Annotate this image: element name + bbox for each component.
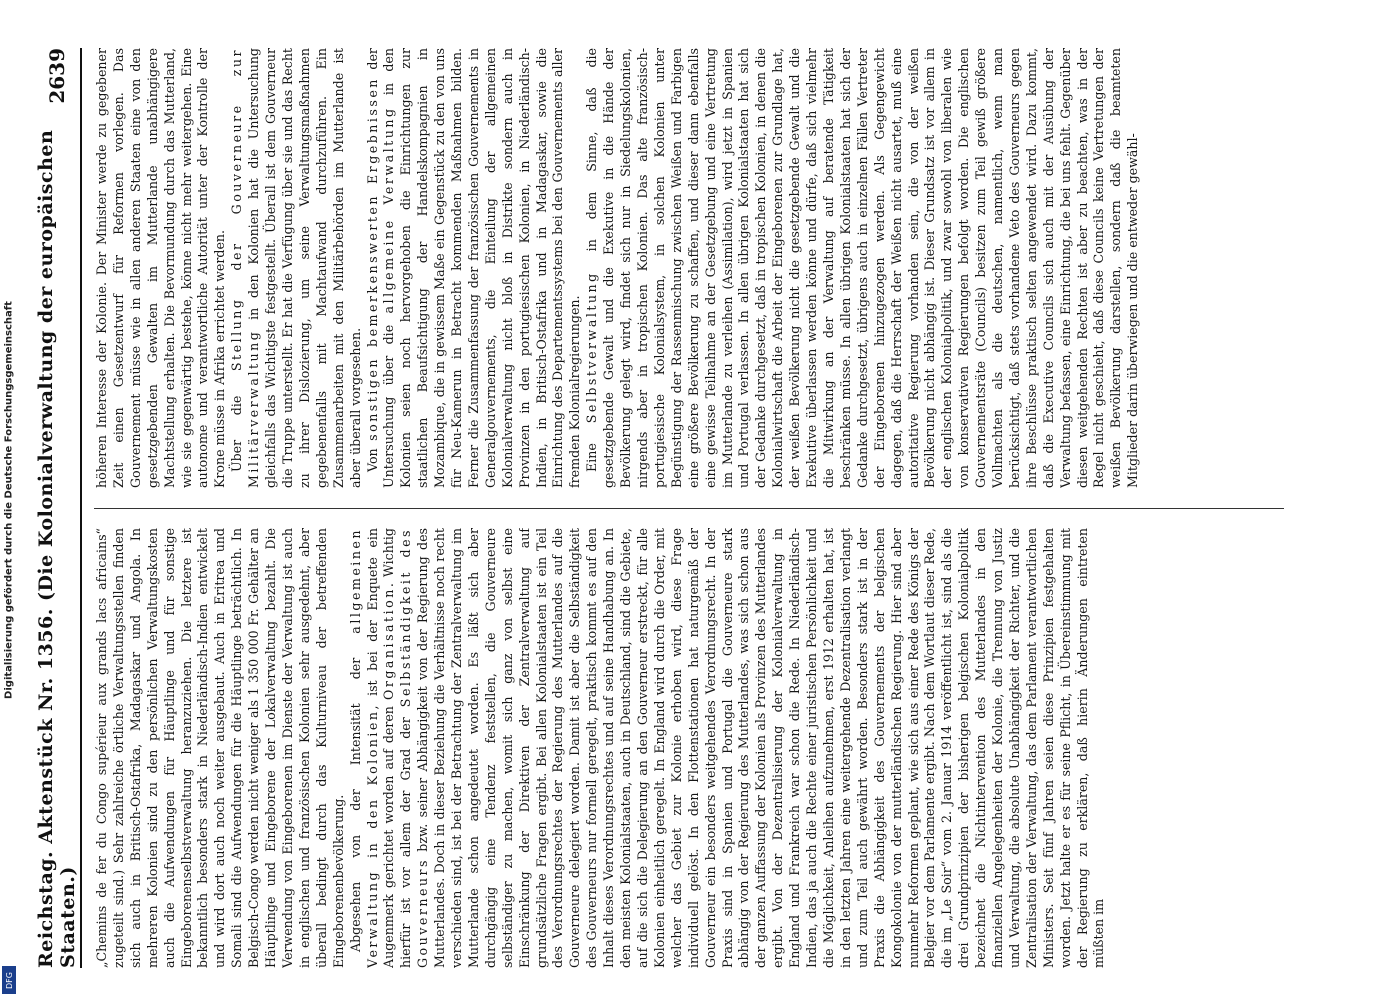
- column-divider: [94, 508, 1284, 509]
- page-title: Reichstag. Aktenstück Nr. 1356. (Die Kolonialverwaltung der europäischen Staaten.): [35, 129, 79, 968]
- dfg-logo-icon: DFG: [2, 966, 16, 994]
- paragraph: Abgesehen von der Intensität der allgemeinen Verwaltung in den Kolonien, ist bei der Enquete ein Augenmerk gerichtet worden auf deren Organisation. Wichtig hierfür ist vor allem der Grad der Selbständigkeit des Gouverneurs bzw. seiner Abhängigkeit von der Regierung des Mutterlandes. Doch in dieser Beziehung die Verhältnisse noch recht verschieden sind, ist bei der Betrachtung der Zentralverwaltung im Mutterlande schon angedeutet worden. Es läßt sich aber durchgängig eine Tendenz feststellen, die Gouverneure selbständiger zu machen, womit sich ganz von selbst eine Einschränkung der Direktiven der Zentralverwaltung auf grundsätzliche Fragen ergibt. Bei allen Kolonialstaaten ist ein Teil des Verordnungsrechtes der Regierung des Mutterlandes auf die Gouverneure delegiert worden. Damit ist aber die Selbständigkeit des Gouverneurs nur formell geregelt, praktisch kommt es auf den Inhalt dieses Verordnungsrechtes und auf seine Handhabung an. In den meisten Kolonialstaaten, auch in Deutschland, sind die Gebiete, auf die sich die Delegierung an den Gouverneur erstreckt, für alle Kolonien einheitlich geregelt. In England wird durch die Order, mit welcher das Gebiet zur Kolonie erhoben wird, diese Frage individuell gelöst. In den Flottenstationen hat naturgemäß der Gouverneur ein besonders weitgehendes Verordnungsrecht. In der Praxis sind in Spanien und Portugal die Gouverneure stark abhängig von der Regierung des Mutterlandes, was sich schon aus der ganzen Auffassung der Kolonien als Provinzen des Mutterlandes ergibt. Von der Dezentralisierung der Kolonialverwaltung in England und Frankreich war schon die Rede. In Niederländisch-Indien, das ja auch die Rechte einer juristischen Persönlichkeit und die Möglichkeit, Anleihen aufzunehmen, erst 1912 erhalten hat, ist in den letzten Jahren eine weitergehende Dezentralisation verlangt und zum Teil auch gewährt worden. Besonders stark ist in der Praxis die Abhängigkeit des Gouvernements der belgischen Kongokolonie von der mutterländischen Regierung. Hier sind aber nunmehr Reformen geplant, wie sich aus einer Rede des Königs der Belgier vor dem Parlamente ergibt. Nach dem Wortlaut dieser Rede, die im „Le Soir“ vom 2. Januar 1914 veröffentlicht ist, sind als die drei Grundprinzipien der bisherigen belgischen Kolonialpolitik bezeichnet die Nichtintervention des Mutterlandes in den finanziellen Angelegenheiten der Kolonie, die Trennung von Justiz und Verwaltung, die absolute Unabhängigkeit der Richter, und die Zentralisation der Verwaltung, das dem Parlament verantwortlichen Ministers. Seit fünf Jahren seien diese Prinzipien festgehalten worden. Jetzt halte er es für seine Pflicht, in Übereinstimmung mit der Regierung zu erklären, daß hierin Änderungen eintreten müßten im: [347, 528, 1107, 968]
- paragraph: Von sonstigen bemerkenswerten Ergebnissen der Untersuchung über die allgemeine Verwaltung in den Kolonien seien noch hervorgehoben die Einrichtungen zur staatlichen Beaufsichtigung der Handelskompagnien in Mozambique, die in gewissem Maße ein Gegenstück zu den von uns für Neu-Kamerun in Betracht kommenden Maßnahmen bilden. Ferner die Zusammenfassung der französischen Gouvernements in Generalgouvernements, die Einteilung der allgemeinen Kolonialverwaltung nicht bloß in Distrikte sondern auch in Provinzen in den portugiesischen Kolonien, in Niederländisch-Indien, in Britisch-Ostafrika und in Madagaskar, sowie die Einrichtung des Departementssystems bei den Gouvernements aller fremden Kolonialregierungen.: [364, 48, 583, 488]
- paragraph: Über die Stellung der Gouverneure zur Militärverwaltung in den Kolonien hat die Untersuchung gleichfalls das Wichtigste festgestellt. Überall ist dem Gouverneur die Truppe unterstellt. Er hat die Verfügung über sie und das Recht zu ihrer Dislozierung, um seine Verwaltungsmaßnahmen gegebenenfalls mit Machtaufwand durchzuführen. Ein Zusammenarbeiten mit den Militärbehörden im Mutterlande ist aber überall vorgesehen.: [229, 48, 363, 488]
- paragraph: höheren Interesse der Kolonie. Der Minister werde zu gegebener Zeit einen Gesetzentwurf für Reformen vorlegen. Das Gouvernement müsse wie in allen anderen Staaten eine von den gesetzgebenden Gewalten im Mutterlande unabhängigere Machtstellung erhalten. Die Bevormundung durch das Mutterland, wie sie gegenwärtig bestehe, könne nicht mehr weitergehen. Eine autonome und verantwortliche Autorität unter der Kontrolle der Krone müsse in Afrika errichtet werden.: [94, 48, 228, 488]
- footer-strip: [0, 0, 18, 1000]
- page-number: 2639: [45, 48, 69, 104]
- paragraph: „Chemins de fer du Congo supérieur aux grands lacs africains“ zugeteilt sind.) Sehr zahlreiche örtliche Verwaltungsstellen finden sich auch in Britisch-Ostafrika, Madagaskar und Angola. In mehreren Kolonien sind zu den persönlichen Verwaltungskosten auch die Aufwendungen für Häuptlinge und für sonstige Eingeborenenselbstverwaltung heranzuziehen. Die letztere ist bekanntlich besonders stark in Niederländisch-Indien entwickelt und wird dort auch noch weiter ausgebaut. Auch in Eritrea und Somali sind die Aufwendungen für die Häuptlinge beträchtlich. In Belgisch-Congo werden nicht weniger als 1 350 000 Fr. Gehälter an Häuptlinge und Eingeborene der Lokalverwaltung bezahlt. Die Verwendung von Eingeborenen im Dienste der Verwaltung ist auch in englischen und französischen Kolonien sehr ausgedehnt, aber überall bedingt durch das Kulturniveau der betreffenden Eingeborenenbevölkerung.: [94, 528, 346, 968]
- text-column-left: [94, 528, 1284, 968]
- text-column-right: [94, 48, 1284, 488]
- paragraph: Eine Selbstverwaltung in dem Sinne, daß die gesetzgebende Gewalt und die Exekutive in die Hände der Bevölkerung gelegt wird, findet sich nur in Siedelungskolonien, nirgends aber in tropischen Kolonien. Das alte französisch-portugiesische Kolonialsystem, in solchen Kolonien unter Begünstigung der Rassenmischung zwischen Weißen und Farbigen eine größere Bevölkerung zu schaffen, und dieser dann ebenfalls eine gewisse Teilnahme an der Gesetzgebung und eine Vertretung im Mutterlande zu verleihen (Assimilation), wird jetzt in Spanien und Portugal verlassen. In allen übrigen Kolonialstaaten hat sich der Gedanke durchgesetzt, daß in tropischen Kolonien, in denen die Kolonialwirtschaft die Arbeit der Eingeborenen zur Grundlage hat, der weißen Bevölkerung nicht die gesetzgebende Gewalt und die Exekutive überlassen werden könne und dürfe, daß sich vielmehr die Mitwirkung an der Verwaltung auf beratende Tätigkeit beschränken müsse. In allen übrigen Kolonialstaaten hat sich der Gedanke durchgesetzt, übrigens auch in einzelnen Fällen Vertreter der Eingeborenen hinzugezogen werden. Als Gegengewicht dagegen, daß die Herrschaft der Weißen nicht ausartet, muß eine autoritative Regierung vorhanden sein, die von der weißen Bevölkerung nicht abhängig ist. Dieser Grundsatz ist vor allem in der englischen Kolonialpolitik, und zwar sowohl von liberalen wie von konservativen Regierungen befolgt worden. Die englischen Gouvernementsräte (Councils) besitzen zum Teil gewiß größere Vollmachten als die deutschen, namentlich, wenn man berücksichtigt, daß stets vorhandene Veto des Gouverneurs gegen ihre Beschlüsse praktisch selten angewendet wird. Dazu kommt, daß die Executive Councils sich auch mit der Ausübung der Verwaltung befassen, eine Einrichtung, die bei uns fehlt. Gegenüber diesen weitgehenden Rechten ist aber zu beachten, was in der Regel nicht geschieht, daß diese Councils keine Vertretungen der weißen Bevölkerung darstellen, sondern daß die beamteten Mitglieder darin überwiegen und die entweder gewähl-: [584, 48, 1141, 488]
- footer-credit: Digitalisierung gefördert durch die Deutsche Forschungsgemeinschaft: [3, 301, 15, 699]
- page-header: [34, 48, 82, 968]
- rotated-page: [32, 48, 1292, 968]
